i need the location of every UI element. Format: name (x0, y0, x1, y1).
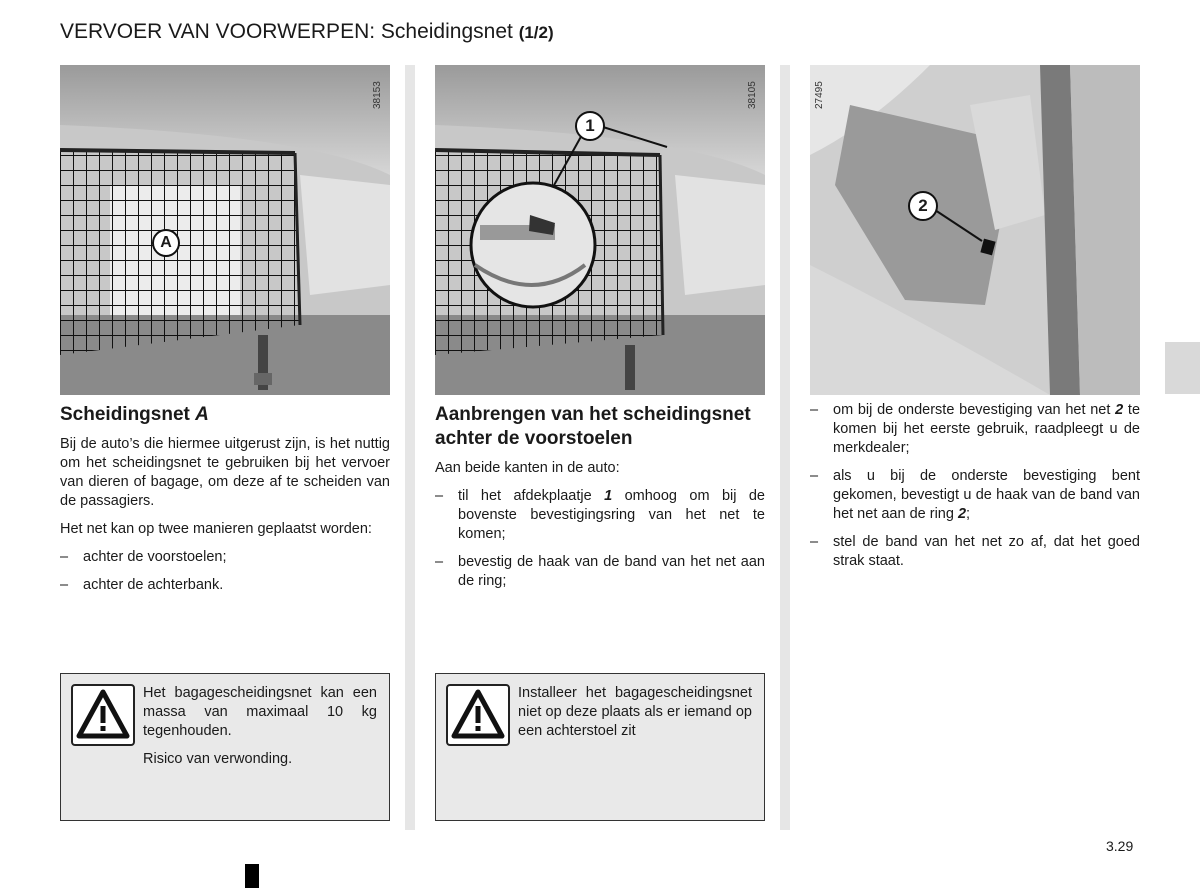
intro-paragraph: Aan beide kanten in de auto: (435, 460, 620, 476)
chapter-tab (1165, 342, 1200, 394)
warning-message: Het bagagescheidingsnet kan een massa van maximaal 10 kg tegenhouden. (143, 685, 377, 739)
photo-id: 38105 (747, 81, 758, 109)
callout-1: 1 (575, 111, 605, 141)
placement-list (60, 548, 390, 595)
column-3 (810, 65, 1140, 580)
heading-ref: A (195, 404, 209, 425)
column-divider (405, 65, 415, 830)
partition-net-illustration (60, 65, 390, 395)
steps-list (810, 401, 1140, 571)
title-page-indicator: (1/2) (518, 23, 554, 42)
list-item: – om bij de onderste bevestiging van het net 2 te komen bij het eerste gebruik, raadpleegt u de merkdealer; (810, 402, 1141, 456)
placement-paragraph: Het net kan op twee manieren geplaatst worden: (60, 521, 372, 537)
section-heading: Scheidingsnet A (60, 404, 209, 425)
lower-mount-illustration (810, 65, 1140, 395)
warning-message: Installeer het bagagescheidingsnet niet op deze plaats als er iemand op een achterstoel zit (518, 685, 752, 739)
intro-paragraph: Bij de auto’s die hiermee uitgerust zijn, is het nuttig om het scheidingsnet te gebruiken bij het vervoer van dieren of bagage, om deze af te scheiden van de passagiers. (60, 436, 390, 509)
list-item: – achter de achterbank. (60, 577, 224, 593)
warning-risk: Risico van verwonding. (143, 751, 293, 767)
photo-id: 38153 (372, 81, 383, 109)
page-number: 3.29 (1106, 838, 1134, 854)
photo-upper-mount (435, 65, 765, 395)
column-1 (60, 65, 390, 604)
list-item: – til het afdekplaatje 1 omhoog om bij de bovenste bevestigingsring van het net te komen; (435, 488, 765, 542)
warning-triangle-icon (446, 684, 510, 746)
photo-partition-net (60, 65, 390, 395)
list-item: – als u bij de onderste bevestiging bent gekomen, bevestigt u de haak van de band van het net aan de ring 2; (810, 468, 1140, 522)
photo-lower-mount (810, 65, 1140, 395)
callout-2: 2 (908, 191, 938, 221)
page-title (60, 20, 554, 44)
warning-box (60, 673, 390, 821)
warning-text (518, 684, 752, 750)
callout-a: A (152, 229, 180, 257)
column-2 (435, 65, 765, 600)
title-main: VERVOER VAN VOORWERPEN: Scheidingsnet (60, 20, 513, 43)
column-divider (780, 65, 790, 830)
warning-box (435, 673, 765, 821)
photo-id: 27495 (814, 81, 825, 109)
list-item: – stel de band van het net zo af, dat het goed strak staat. (810, 534, 1140, 569)
section-heading: Aanbrengen van het scheidingsnet achter de voorstoelen (435, 404, 751, 449)
warning-triangle-icon (71, 684, 135, 746)
steps-list (435, 487, 765, 591)
print-mark (245, 864, 259, 888)
list-item: – bevestig de haak van de band van het net aan de ring; (435, 554, 765, 589)
warning-text (143, 684, 377, 778)
list-item: – achter de voorstoelen; (60, 549, 227, 565)
